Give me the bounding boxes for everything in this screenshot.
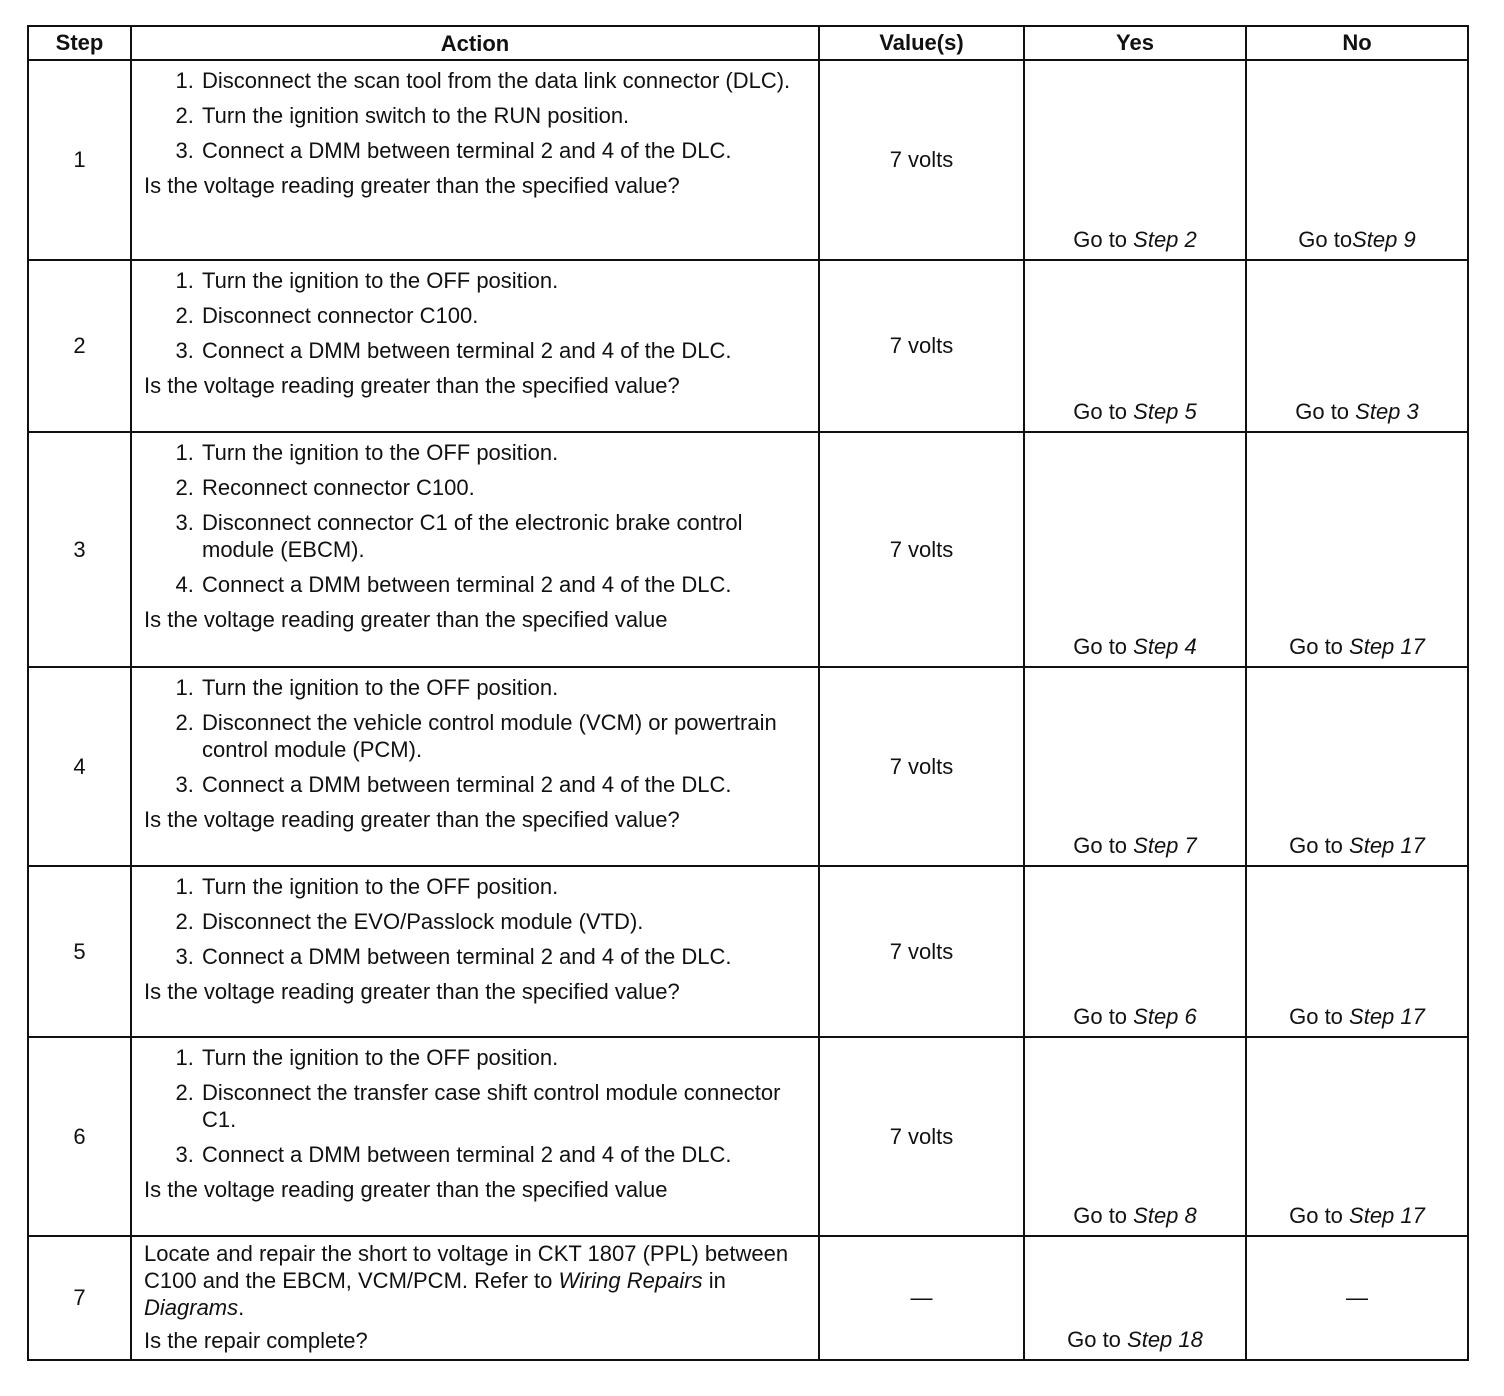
action-step: 4. Connect a DMM between terminal 2 and 4 of the DLC. xyxy=(200,571,808,598)
action-steps xyxy=(144,439,808,598)
action-question: Is the voltage reading greater than the specified value? xyxy=(144,373,680,398)
table-row xyxy=(28,1037,1468,1236)
action-question: Is the voltage reading greater than the specified value? xyxy=(144,173,680,198)
action-step: 3. Connect a DMM between terminal 2 and 4 of the DLC. xyxy=(200,771,808,798)
action-question: Is the voltage reading greater than the specified value? xyxy=(144,979,680,1004)
value-cell: 7 volts xyxy=(819,260,1024,432)
action-steps xyxy=(144,873,808,970)
action-step: 2. Reconnect connector C100. xyxy=(200,474,808,501)
value-cell: 7 volts xyxy=(819,866,1024,1037)
header-no: No xyxy=(1246,26,1468,60)
action-cell xyxy=(131,432,819,667)
action-question: Is the voltage reading greater than the specified value xyxy=(144,1177,668,1202)
action-cell xyxy=(131,1037,819,1236)
action-step: 2. Disconnect connector C100. xyxy=(200,302,808,329)
action-step: 3. Disconnect connector C1 of the electronic brake control module (EBCM). xyxy=(200,509,808,563)
step-number: 7 xyxy=(28,1236,131,1360)
header-values: Value(s) xyxy=(819,26,1024,60)
header-action: Action xyxy=(131,26,819,60)
table-row xyxy=(28,432,1468,667)
action-question: Is the repair complete? xyxy=(144,1328,368,1353)
table-row xyxy=(28,1236,1468,1360)
value-cell: 7 volts xyxy=(819,60,1024,260)
step-number: 2 xyxy=(28,260,131,432)
action-steps xyxy=(144,67,808,164)
yes-cell: Go to Step 8 xyxy=(1024,1037,1246,1236)
no-cell: Go to Step 17 xyxy=(1246,866,1468,1037)
diagnostic-table xyxy=(27,25,1469,1361)
no-cell: Go to Step 17 xyxy=(1246,667,1468,866)
action-cell xyxy=(131,260,819,432)
action-cell xyxy=(131,866,819,1037)
table-body xyxy=(28,60,1468,1236)
action-steps xyxy=(144,674,808,798)
step-number: 3 xyxy=(28,432,131,667)
header-row xyxy=(28,26,1468,60)
table-row xyxy=(28,60,1468,260)
header-step: Step xyxy=(28,26,131,60)
step-number: 6 xyxy=(28,1037,131,1236)
action-step: 2. Disconnect the transfer case shift control module connector C1. xyxy=(200,1079,808,1133)
table-row xyxy=(28,667,1468,866)
action-step: 1. Turn the ignition to the OFF position. xyxy=(200,674,808,701)
no-cell: Go toStep 9 xyxy=(1246,60,1468,260)
yes-cell: Go to Step 4 xyxy=(1024,432,1246,667)
no-cell: Go to Step 17 xyxy=(1246,1037,1468,1236)
action-step: 3. Connect a DMM between terminal 2 and 4 of the DLC. xyxy=(200,1141,808,1168)
action-steps xyxy=(144,1044,808,1168)
value-cell: 7 volts xyxy=(819,667,1024,866)
action-cell xyxy=(131,60,819,260)
no-cell: Go to Step 3 xyxy=(1246,260,1468,432)
yes-cell: Go to Step 7 xyxy=(1024,667,1246,866)
action-step: 1. Turn the ignition to the OFF position. xyxy=(200,439,808,466)
step-number: 4 xyxy=(28,667,131,866)
action-step: 2. Disconnect the vehicle control module (VCM) or powertrain control module (PCM). xyxy=(200,709,808,763)
action-step: 2. Turn the ignition switch to the RUN position. xyxy=(200,102,808,129)
table-row xyxy=(28,866,1468,1037)
yes-cell: Go to Step 18 xyxy=(1024,1236,1246,1360)
action-question: Is the voltage reading greater than the specified value? xyxy=(144,807,680,832)
value-cell: — xyxy=(819,1236,1024,1360)
action-step: 1. Disconnect the scan tool from the data link connector (DLC). xyxy=(200,67,808,94)
action-step: 2. Disconnect the EVO/Passlock module (VTD). xyxy=(200,908,808,935)
action-question: Is the voltage reading greater than the specified value xyxy=(144,607,668,632)
action-text: Locate and repair the short to voltage in CKT 1807 (PPL) between C100 and the EBCM, VCM/PCM. Refer to Wiring Repairs in Diagrams. xyxy=(144,1241,789,1320)
header-yes: Yes xyxy=(1024,26,1246,60)
step-number: 1 xyxy=(28,60,131,260)
yes-cell: Go to Step 2 xyxy=(1024,60,1246,260)
no-cell: — xyxy=(1246,1236,1468,1360)
no-cell: Go to Step 17 xyxy=(1246,432,1468,667)
yes-cell: Go to Step 5 xyxy=(1024,260,1246,432)
action-step: 1. Turn the ignition to the OFF position. xyxy=(200,267,808,294)
value-cell: 7 volts xyxy=(819,1037,1024,1236)
step-number: 5 xyxy=(28,866,131,1037)
action-step: 3. Connect a DMM between terminal 2 and 4 of the DLC. xyxy=(200,337,808,364)
action-step: 1. Turn the ignition to the OFF position. xyxy=(200,1044,808,1071)
action-step: 3. Connect a DMM between terminal 2 and 4 of the DLC. xyxy=(200,943,808,970)
action-cell xyxy=(131,667,819,866)
action-cell xyxy=(131,1236,819,1360)
yes-cell: Go to Step 6 xyxy=(1024,866,1246,1037)
action-steps xyxy=(144,267,808,364)
action-step: 1. Turn the ignition to the OFF position. xyxy=(200,873,808,900)
value-cell: 7 volts xyxy=(819,432,1024,667)
table-row xyxy=(28,260,1468,432)
action-step: 3. Connect a DMM between terminal 2 and 4 of the DLC. xyxy=(200,137,808,164)
